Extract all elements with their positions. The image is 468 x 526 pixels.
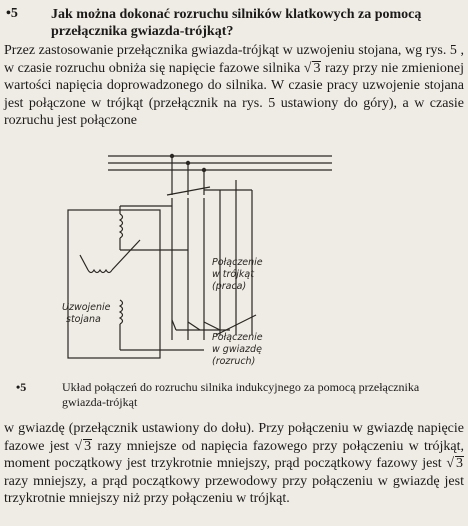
wiring-diagram bbox=[60, 150, 340, 375]
paragraph-2 bbox=[4, 420, 464, 508]
question-title: Jak można dokonać rozruchu silników klatkowych za pomocą przełącznika gwiazda-trójkąt? bbox=[51, 7, 422, 39]
label-delta-line1: Połączenie bbox=[212, 257, 263, 268]
label-star-line3: (rozruch) bbox=[212, 356, 256, 367]
label-delta-line2: w trójkąt bbox=[212, 269, 254, 280]
label-star-line1: Połączenie bbox=[212, 332, 263, 343]
stator-coil-1 bbox=[120, 214, 123, 238]
stator-coil-3 bbox=[120, 300, 123, 324]
paragraph-1-text-b: razy przy nie zmienionej wartości napięcia doprowadzonego do silnika. W czasie pracy uzwojenie stojana jest połączone w trójkąt (przełącznik na rys. 5 ustawiony do góry), a w czasie rozruchu jest połączone bbox=[4, 60, 464, 129]
stator-coil-2 bbox=[88, 270, 112, 273]
figure-caption: Układ połączeń do rozruchu silnika indukcyjnego za pomocą przełącznika gwiazda-trójkąt bbox=[62, 380, 420, 409]
stator-box bbox=[68, 210, 160, 358]
paragraph-2-text-c: razy mniejszy, a prąd początkowy przewodowy przy połączeniu w gwiazdę jest trzykrotnie mniejszy niż przy połączeniu w trójkąt. bbox=[4, 473, 464, 507]
paragraph-1 bbox=[4, 42, 464, 130]
figure-number: •5 bbox=[16, 380, 27, 394]
sqrt-value: 3 bbox=[313, 60, 321, 76]
sqrt-symbol: √ bbox=[446, 456, 454, 472]
sqrt-symbol: √ bbox=[303, 60, 312, 76]
paragraph-1-text-a: Przez zastosowanie przełącznika gwiazda-trójkąt w uzwojeniu stojana, wg rys. 5 , w czasie rozruchu obniża się napięcie fazowe silnika bbox=[4, 43, 464, 76]
sqrt-value: 3 bbox=[84, 438, 92, 454]
label-stator-line2: stojana bbox=[66, 314, 101, 325]
paragraph-2-text-b: razy mniejsze od napięcia fazowego przy połączeniu w trójkąt, moment początkowy jest trzykrotnie mniejszy, prąd początkowy fazowy jest bbox=[4, 438, 464, 472]
paragraph-2-text-a: w gwiazdę (przełącznik ustawiony do dołu). Przy połączeniu w gwiazdę napięcie fazowe jest bbox=[4, 421, 464, 454]
label-stator-line1: Uzwojenie bbox=[62, 302, 111, 313]
question-number: •5 bbox=[6, 6, 18, 21]
label-star-line2: w gwiazdę bbox=[212, 344, 262, 355]
label-delta-line3: (praca) bbox=[212, 281, 247, 292]
sqrt-value-2: 3 bbox=[456, 456, 463, 472]
sqrt-symbol: √ bbox=[74, 438, 83, 454]
